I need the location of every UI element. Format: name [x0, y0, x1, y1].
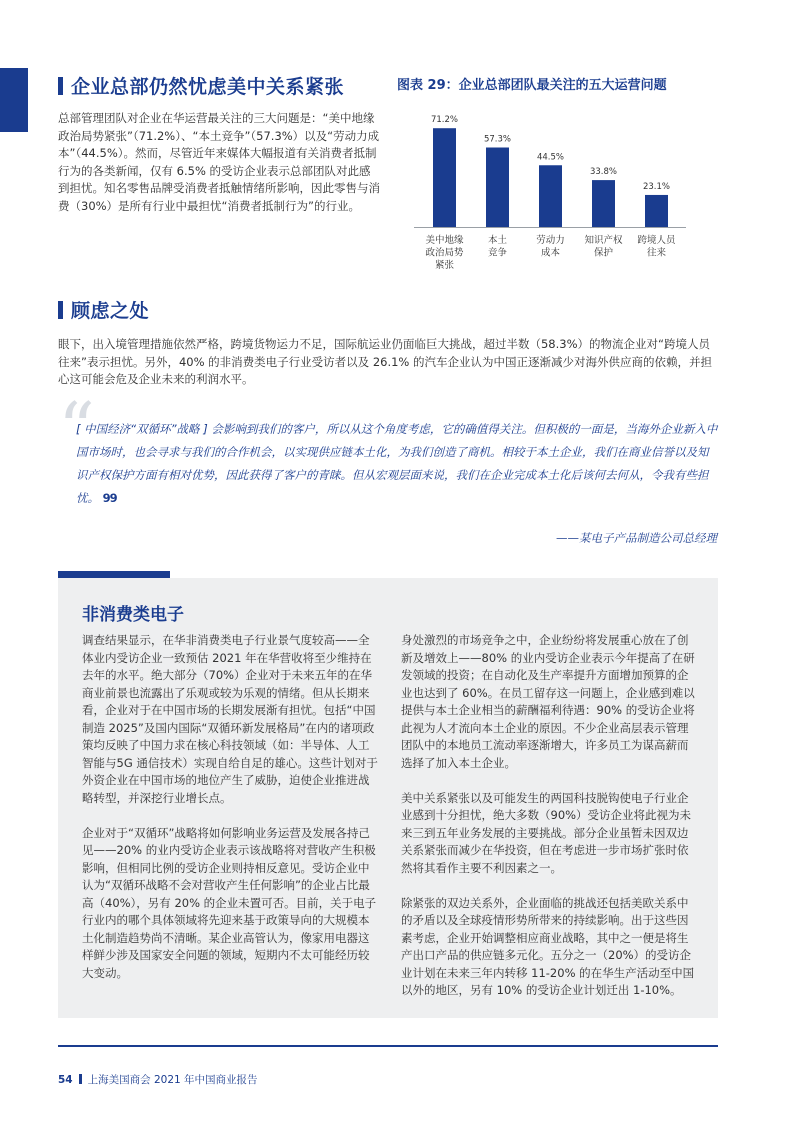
bar-value-label: 44.5% [536, 152, 565, 163]
pull-quote-text: [ 中国经济“双循环”战略 ] 会影响到我们的客户，所以从这个角度考虑，它的确值得关注。但积极的一面是，当海外企业新入中国市场时，也会寻求与我们的合作机会，以实现供应链本土化，为我们创造了商机。相较于本土企业，我们在商业信誉以及知识产权保护方面有相对优势，因此获得了客户的青睐。但从宏观层面来说，我们在企业完成本土化后该何去何从，令我有些担忧。 [76, 422, 718, 505]
sidebar-box-tab [58, 571, 170, 578]
bar-value-label: 71.2% [430, 115, 459, 126]
quote-attribution: ——某电子产品制造公司总经理 [556, 531, 717, 545]
category-tick-label: 美中地缘政治局势紧张 [425, 235, 464, 271]
heading-bar [58, 77, 63, 95]
footer-rule [58, 1045, 718, 1047]
category-tick-label: 劳动力成本 [536, 235, 565, 259]
box-paragraph: 企业对于“双循环”战略将如何影响业务运营及发展各持己见——20% 的业内受访企业表示该战略将对营收产生积极影响，但相同比例的受访企业则持相反意见。受访企业中认为“双循环战略不会对营收产生任何影响”的企业占比最高（40%），另有 20% 的企业未置可否。目前，关于电子行业内的哪个具体领域将先迎来基于政策导向的大规模本土化制造趋势尚不清晰。某企业高管认为，像家用电器这样鲜少涉及国家安全问题的领域，短期内不太可能经历较大变动。 [82, 825, 377, 980]
category-tick-label: 跨境人员往来 [637, 235, 676, 259]
sidebar-box-title: 非消费类电子 [82, 605, 184, 625]
close-quote-icon: 99 [102, 491, 117, 505]
bar-value-label: 23.1% [642, 181, 671, 192]
box-paragraph: 调查结果显示，在华非消费类电子行业景气度较高——全体业内受访企业一致预估 2021 年在华营收将至少维持在去年的水平。绝大部分（70%）企业对于未来五年的在华商业前景也流露出了乐观或较为乐观的情绪。但从长期来看，企业对于在中国市场的长期发展渐有担忧。包括“中国制造 2025”及国内国际“双循环新发展格局”在内的诸项政策均反映了中国力求在核心科技领域（如：半导体、人工智能与5G 通信技术）实现自给自足的雄心。这些计划对于外资企业在中国市场的地位产生了威胁，迫使企业推进战略转型，并深挖行业增长点。 [82, 633, 378, 805]
category-tick-label: 知识产权保护 [584, 235, 623, 259]
open-quote-icon: “ [58, 387, 95, 471]
section-heading-concerns [58, 296, 149, 323]
page-footer [58, 1072, 258, 1087]
chart-title: 图表 29：企业总部团队最关注的五大运营问题 [397, 78, 667, 93]
footer-separator [79, 1074, 82, 1084]
page-number: 54 [58, 1074, 73, 1086]
bar-value-label: 57.3% [483, 134, 512, 145]
report-title: 上海美国商会 2021 年中国商业报告 [87, 1074, 258, 1086]
section-heading-us-china [58, 72, 344, 99]
section-heading-text: 企业总部仍然忧虑美中关系紧张 [71, 76, 345, 98]
chart-bar [592, 180, 615, 227]
heading-bar [58, 301, 63, 319]
box-paragraph: 除紧张的双边关系外，企业面临的挑战还包括美欧关系中的矛盾以及全球疫情形势所带来的持续影响。出于这些因素考虑，企业开始调整相应商业战略，其中之一便是将生产出口产品的供应链多元化。五分之一（20%）的受访企业计划在未来三年内转移 11-20% 的在华生产活动至中国以外的地区，另有 10% 的受访企业计划迁出 1-10%。 [401, 895, 695, 997]
box-paragraph: 身处激烈的市场竞争之中，企业纷纷将发展重心放在了创新及增效上——80% 的业内受访企业表示今年提高了在研发领域的投资；在自动化及生产率提升方面增加预算的企业也达到了 60%。在员工留存这一问题上，企业感到难以提供与本土企业相当的薪酬福利待遇：90% 的受访企业将此视为人才流向本土企业的原因。不少企业高层表示管理团队中的本地员工流动率逐渐增大，许多员工为谋高薪而选择了加入本土企业。 [401, 633, 695, 770]
bar-chart [414, 100, 714, 280]
category-tick-label: 本土竞争 [487, 235, 508, 259]
box-left-column [82, 632, 378, 1000]
section-heading-text: 顾虑之处 [71, 300, 150, 322]
corner-accent-block [0, 68, 28, 132]
section2-paragraph: 眼下，出入境管理措施依然严格，跨境货物运力不足，国际航运业仍面临巨大挑战，超过半数（58.3%）的物流企业对“跨境人员往来”表示担忧。另外，40% 的非消费类电子行业受访者以及 26.1% 的汽车企业认为中国正逐渐减少对海外供应商的依赖，并担心这可能会危及企业未来的利润水平。 [58, 337, 713, 386]
chart-bar [486, 147, 509, 227]
pull-quote [76, 418, 718, 510]
bar-value-label: 33.8% [589, 167, 618, 178]
chart-bar [433, 128, 456, 227]
chart-bar [539, 165, 562, 227]
section1-paragraph: 总部管理团队对企业在华运营最关注的三大问题是：“美中地缘政治局势紧张”（71.2%）、“本土竞争”（57.3%）以及“劳动力成本”（44.5%）。然而，尽管近年来媒体大幅报道有关消费者抵制行为的各类新闻，仅有 6.5% 的受访企业表示总部团队对此感到担忧。知名零售品牌受消费者抵触情绪所影响，因此零售与消费（30%）是所有行业中最担忧“消费者抵制行为”的行业。 [58, 111, 380, 213]
chart-bar [645, 195, 668, 227]
box-paragraph: 美中关系紧张以及可能发生的两国科技脱钩使电子行业企业感到十分担忧，绝大多数（90%）受访企业将此视为未来三到五年业务发展的主要挑战。部分企业虽暂未因双边关系紧张而减少在华投资，但在考虑进一步市场扩张时依然将其看作主要不利因素之一。 [401, 790, 692, 875]
box-right-column [401, 632, 697, 1017]
